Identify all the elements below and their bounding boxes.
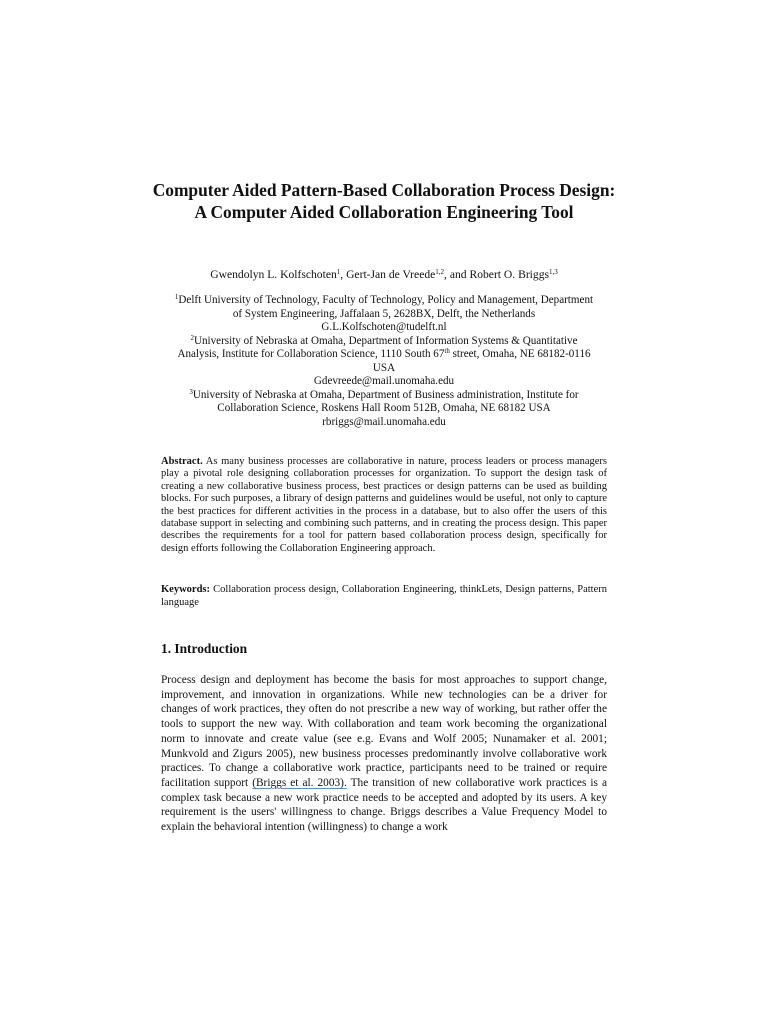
- author-list: [150, 267, 618, 283]
- affiliation-2-line-3: USA: [372, 361, 396, 374]
- paragraph-text: The transition of new collaborative work practices is a complex task because a new work practice needs to be accepted and adopted by its users. A key requirement is the users' willingness to change. Briggs describes a Value Frequency Model to explain the behavioral intention (willingness) to change a work: [161, 776, 607, 834]
- affiliation-1-line-2: of System Engineering, Jaffalaan 5, 2628BX, Delft, the Netherlands: [232, 307, 536, 320]
- affiliation-3-line-1: $^3$University of Nebraska at Omaha, Department of Business administration, Institute for: [189, 387, 579, 401]
- author-affiliation-marker: 1,2: [435, 268, 445, 276]
- citation-link[interactable]: (Briggs et al. 2003).: [252, 776, 347, 789]
- ordinal-suffix: th: [444, 347, 450, 355]
- affiliation-1-line-1: $^1$Delft University of Technology, Faculty of Technology, Policy and Management, Department: [174, 293, 594, 306]
- paper-title: Computer Aided Pattern-Based Collaboration Process Design: A Computer Aided Collaboration Engineering Tool: [152, 180, 616, 222]
- section-heading-introduction: 1. Introduction: [161, 641, 248, 656]
- introduction-paragraph: [161, 673, 607, 835]
- keywords-label: Keywords:: [161, 584, 210, 595]
- affiliation-2-email: Gdevreede@mail.unomaha.edu: [313, 375, 455, 387]
- author-affiliation-marker: 1: [336, 268, 341, 276]
- abstract: [161, 456, 607, 555]
- author-name: Gwendolyn L. Kolfschoten: [210, 268, 337, 281]
- keywords-text: Collaboration process design, Collaboration Engineering, thinkLets, Design patterns, Pattern language: [161, 584, 607, 608]
- keywords: [161, 583, 607, 609]
- affiliation-2-line-1: $^2$University of Nebraska at Omaha, Department of Information Systems & Quantitative: [190, 333, 578, 347]
- affiliation-marker: 3: [189, 387, 193, 396]
- affiliation-1-email: G.L.Kolfschoten@tudelft.nl: [321, 321, 447, 333]
- abstract-label: Abstract.: [161, 456, 203, 467]
- affiliations: [150, 294, 618, 429]
- affiliation-2-line-2: Analysis, Institute for Collaboration Science, 1110 South 67th street, Omaha, NE 68182-0116: [177, 347, 591, 360]
- paragraph-text: Process design and deployment has become the basis for most approaches to support change, improvement, and innovation in organizations. While new technologies can be a driver for changes of work practices, they often do not prescribe a new way of working, but rather offer the tools to support the new way. With collaboration and team work becoming the organizational norm to innovate and create value (see e.g. Evans and Wolf 2005; Nunamaker et al. 2001; Munkvold and Zigurs 2005), new business processes predominantly involve collaborative work practices. To change a collaborative work practice, participants need to be trained or require facilitation support: [161, 674, 607, 789]
- author-name: Robert O. Briggs: [469, 268, 550, 281]
- affiliation-marker: 1: [174, 293, 179, 301]
- affiliation-3-email: rbriggs@mail.unomaha.edu: [322, 415, 446, 428]
- author-separator: , and: [444, 268, 470, 281]
- abstract-text: As many business processes are collaborative in nature, process leaders or process managers play a pivotal role designing collaboration processes for organization. To support the design task of creating a new collaborative business process, best practices or design patterns can be used as building blocks. For such purposes, a library of design patterns and guidelines would be useful, not only to capture the best practices for different activities in the process in a database, but to also offer the users of this database support in selecting and combining such patterns, and in creating the process design. This paper describes the requirements for a tool for pattern based collaboration process design, specifically for design efforts following the Collaboration Engineering approach.: [161, 456, 607, 554]
- affiliation-marker: 2: [190, 333, 194, 342]
- author-separator: ,: [340, 268, 347, 281]
- author-affiliation-marker: 1,3: [549, 268, 558, 276]
- affiliation-3-line-2: Collaboration Science, Roskens Hall Room 512B, Omaha, NE 68182 USA: [217, 402, 551, 414]
- author-name: Gert-Jan de Vreede: [346, 268, 436, 281]
